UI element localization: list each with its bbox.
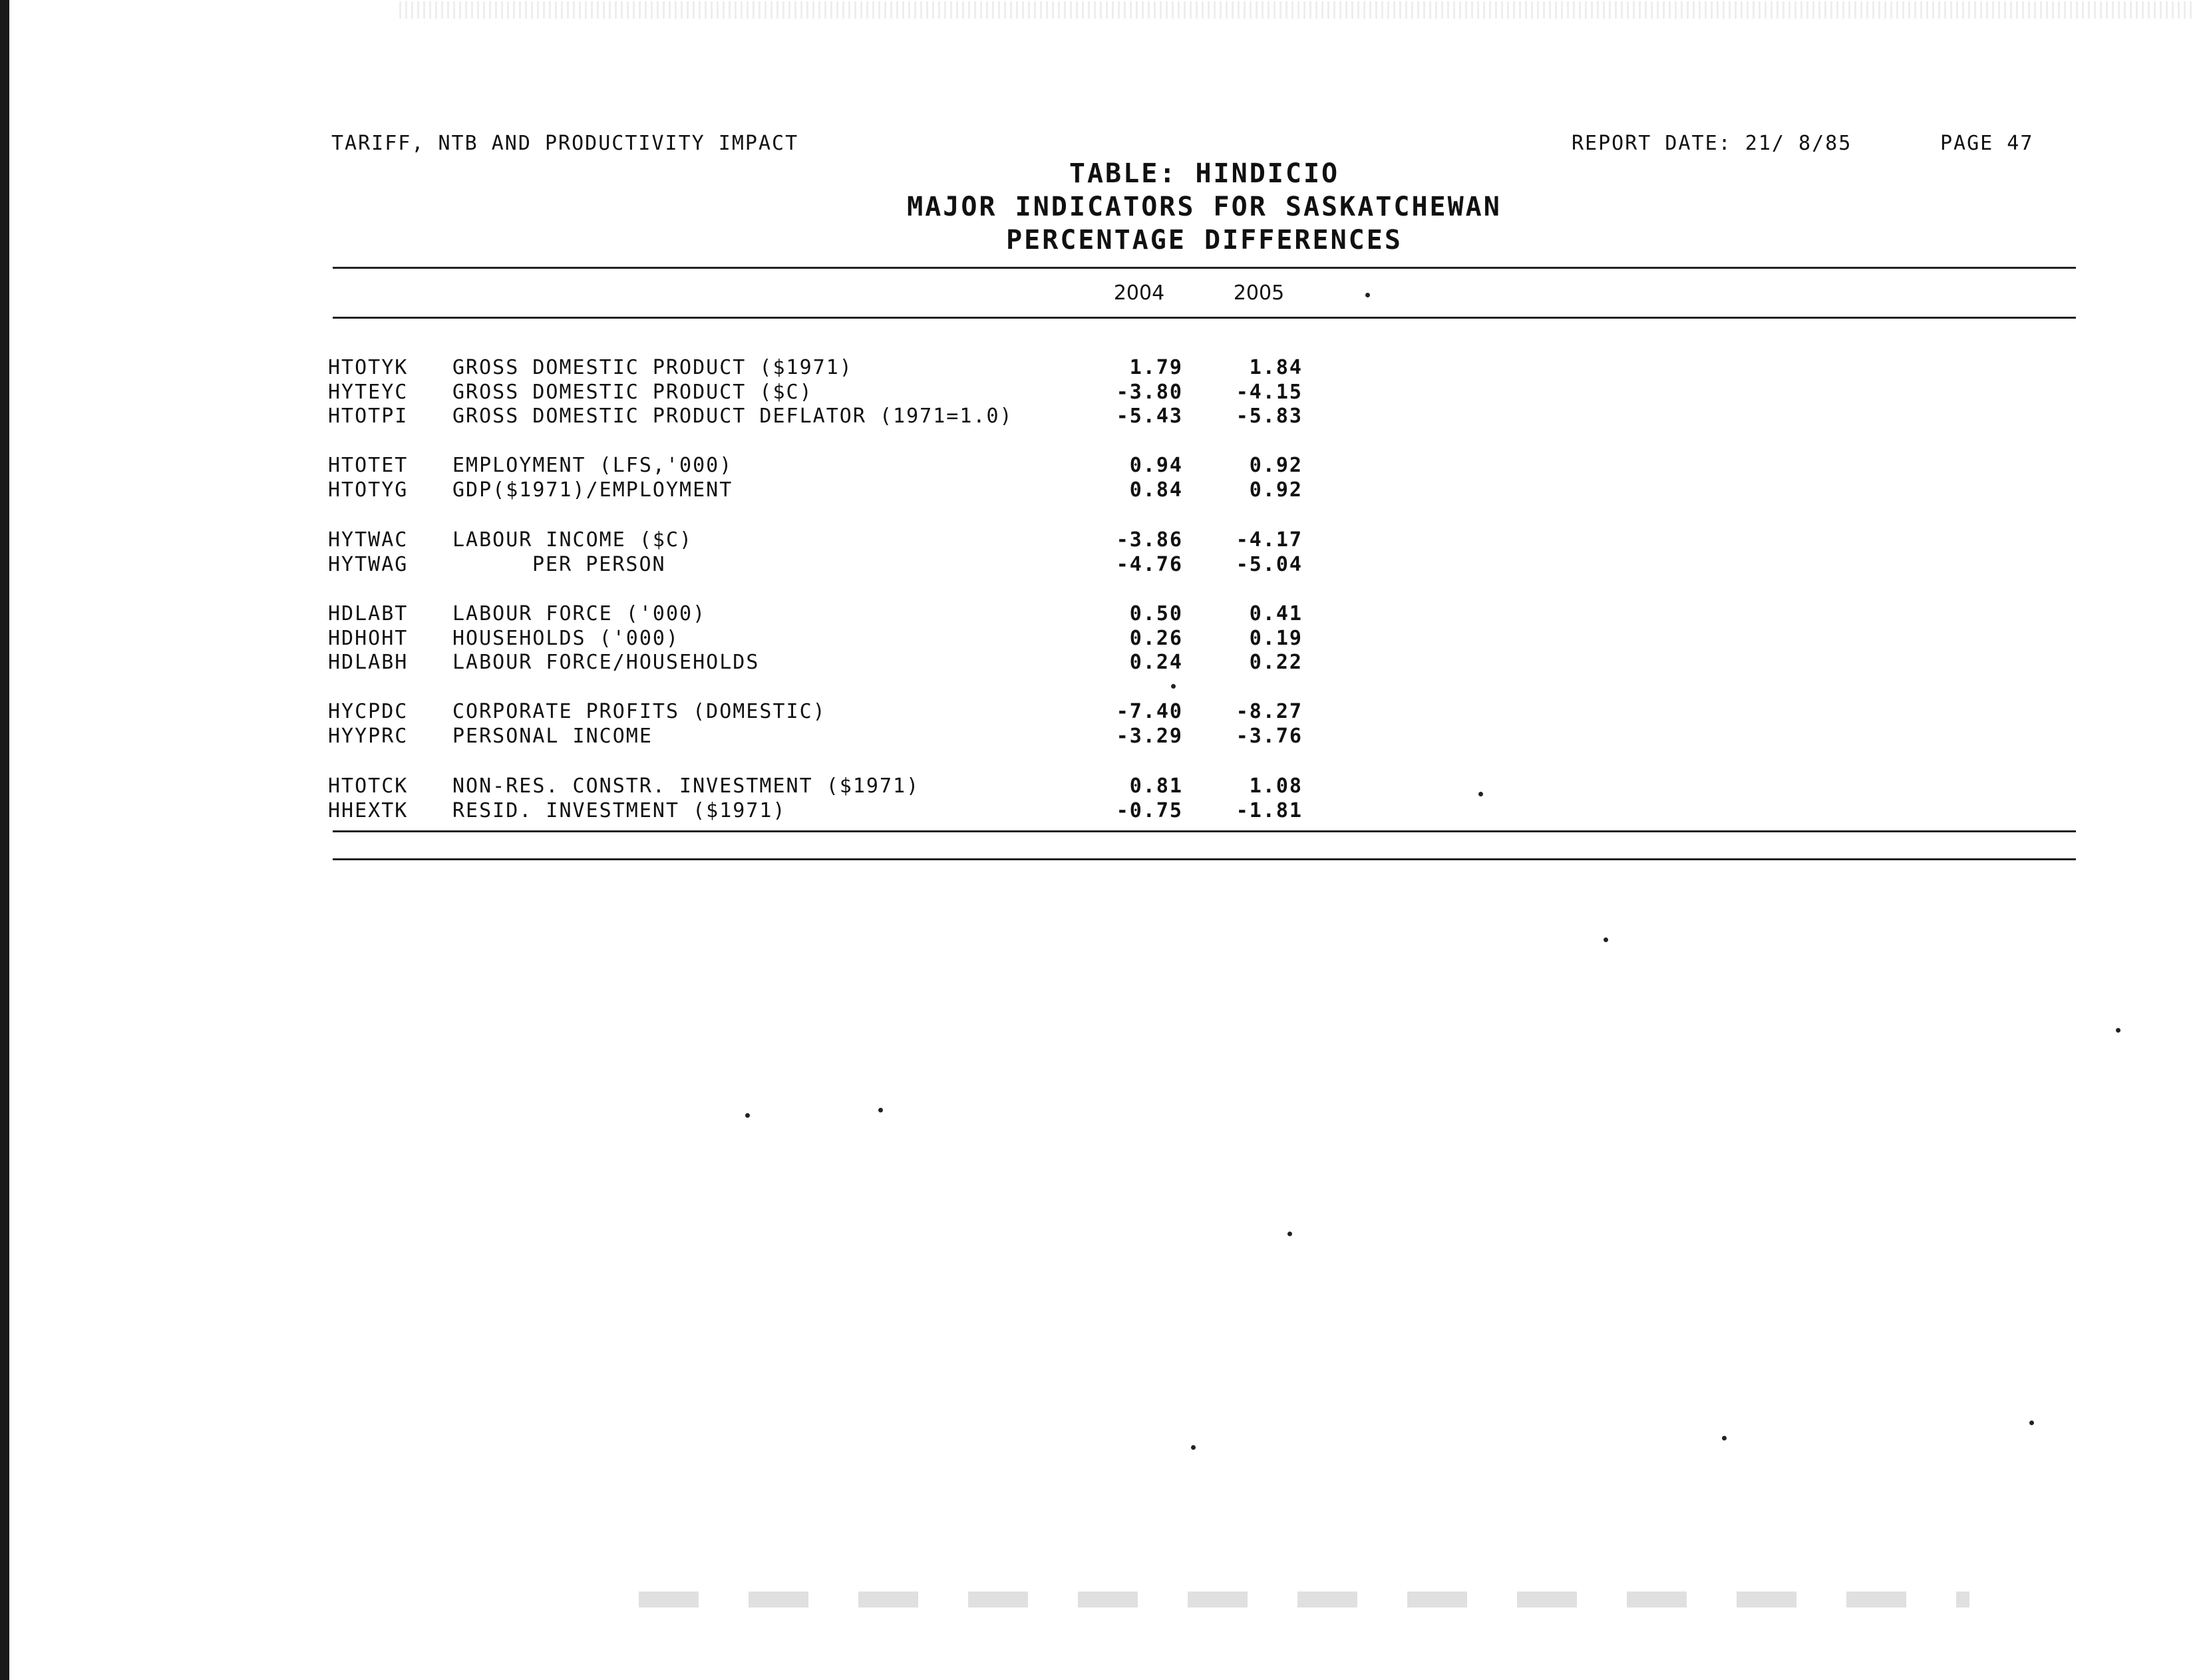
value-2004: 1.79 [1129, 356, 1183, 379]
value-2004: -3.80 [1116, 381, 1183, 404]
scan-speck [1365, 293, 1370, 297]
value-2004: -3.86 [1116, 528, 1183, 552]
indicator-label: PER PERSON [532, 553, 666, 576]
value-2004: -5.43 [1116, 405, 1183, 428]
variable-code: HYYPRC [328, 725, 409, 748]
variable-code: HYTEYC [328, 381, 409, 404]
table-row [0, 700, 1303, 725]
table-row [0, 528, 1303, 553]
value-2004: 0.26 [1129, 627, 1183, 650]
indicator-label: EMPLOYMENT (LFS,'000) [452, 454, 733, 477]
value-2005: 0.22 [1249, 651, 1303, 674]
value-2005: -4.17 [1236, 528, 1303, 552]
value-2005: 0.19 [1249, 627, 1303, 650]
value-2005: -5.04 [1236, 553, 1303, 576]
scan-speck [1604, 937, 1608, 942]
value-2005: -3.76 [1236, 725, 1303, 748]
variable-code: HDHOHT [328, 627, 409, 650]
variable-code: HTOTYG [328, 478, 409, 502]
indicator-label: HOUSEHOLDS ('000) [452, 627, 680, 650]
indicator-label: LABOUR FORCE ('000) [452, 602, 707, 625]
indicator-label: PERSONAL INCOME [452, 725, 653, 748]
indicator-label: GDP($1971)/EMPLOYMENT [452, 478, 733, 502]
table-row [0, 356, 1303, 381]
scan-footer-artifacts [639, 1592, 1969, 1607]
table-row [0, 774, 1303, 799]
rule-top [333, 267, 2076, 269]
scan-speck [2116, 1028, 2121, 1033]
scan-speck [1287, 1232, 1292, 1236]
indicator-label: LABOUR FORCE/HOUSEHOLDS [452, 651, 760, 674]
table-row [0, 405, 1303, 429]
table-subtitle: PERCENTAGE DIFFERENCES [1006, 225, 1403, 255]
scan-speck [2029, 1421, 2034, 1425]
indicator-label: GROSS DOMESTIC PRODUCT DEFLATOR (1971=1.0) [452, 405, 1013, 428]
variable-code: HHEXTK [328, 799, 409, 822]
scan-speck [1171, 684, 1176, 689]
table-row [0, 454, 1303, 478]
scan-speck [1722, 1436, 1727, 1440]
value-2004: 0.24 [1129, 651, 1183, 674]
table-id: TABLE: HINDICIO [1069, 158, 1340, 189]
value-2004: -0.75 [1116, 799, 1183, 822]
indicator-label: RESID. INVESTMENT ($1971) [452, 799, 786, 822]
page-number: PAGE 47 [1940, 132, 2034, 155]
column-header-2004: 2004 [1113, 281, 1165, 305]
table-row [0, 627, 1303, 651]
scan-speck [1478, 792, 1483, 796]
value-2005: 1.08 [1249, 774, 1303, 798]
rule-bottom-2 [333, 858, 2076, 860]
value-2004: -3.29 [1116, 725, 1183, 748]
value-2005: -4.15 [1236, 381, 1303, 404]
scan-speck [878, 1108, 883, 1112]
table-title-block [798, 157, 1610, 257]
scan-noise-top [399, 1, 2196, 19]
table-row [0, 553, 1303, 578]
table-row [0, 478, 1303, 503]
variable-code: HYTWAG [328, 553, 409, 576]
indicator-label: GROSS DOMESTIC PRODUCT ($C) [452, 381, 813, 404]
variable-code: HDLABT [328, 602, 409, 625]
value-2005: 0.41 [1249, 602, 1303, 625]
table-row [0, 725, 1303, 749]
variable-code: HTOTPI [328, 405, 409, 428]
rule-bottom-1 [333, 830, 2076, 832]
value-2004: -4.76 [1116, 553, 1183, 576]
report-header-title: TARIFF, NTB AND PRODUCTIVITY IMPACT [331, 132, 799, 155]
table-row [0, 651, 1303, 675]
variable-code: HTOTET [328, 454, 409, 477]
value-2004: 0.94 [1129, 454, 1183, 477]
report-date: REPORT DATE: 21/ 8/85 [1572, 132, 1852, 155]
value-2005: 1.84 [1249, 356, 1303, 379]
value-2005: -8.27 [1236, 700, 1303, 723]
variable-code: HYTWAC [328, 528, 409, 552]
rule-header-bottom [333, 317, 2076, 319]
scan-speck [745, 1113, 750, 1118]
column-header-2005: 2005 [1233, 281, 1285, 305]
scan-speck [1191, 1445, 1196, 1450]
value-2004: 0.84 [1129, 478, 1183, 502]
table-row [0, 381, 1303, 405]
value-2004: 0.50 [1129, 602, 1183, 625]
table-row [0, 799, 1303, 824]
variable-code: HTOTYK [328, 356, 409, 379]
variable-code: HDLABH [328, 651, 409, 674]
value-2004: 0.81 [1129, 774, 1183, 798]
value-2005: 0.92 [1249, 478, 1303, 502]
value-2004: -7.40 [1116, 700, 1183, 723]
value-2005: -1.81 [1236, 799, 1303, 822]
table-title: MAJOR INDICATORS FOR SASKATCHEWAN [907, 192, 1502, 222]
indicator-label: GROSS DOMESTIC PRODUCT ($1971) [452, 356, 853, 379]
table-row [0, 602, 1303, 627]
value-2005: -5.83 [1236, 405, 1303, 428]
indicator-label: LABOUR INCOME ($C) [452, 528, 693, 552]
variable-code: HTOTCK [328, 774, 409, 798]
indicator-label: CORPORATE PROFITS (DOMESTIC) [452, 700, 826, 723]
indicator-label: NON-RES. CONSTR. INVESTMENT ($1971) [452, 774, 920, 798]
variable-code: HYCPDC [328, 700, 409, 723]
value-2005: 0.92 [1249, 454, 1303, 477]
